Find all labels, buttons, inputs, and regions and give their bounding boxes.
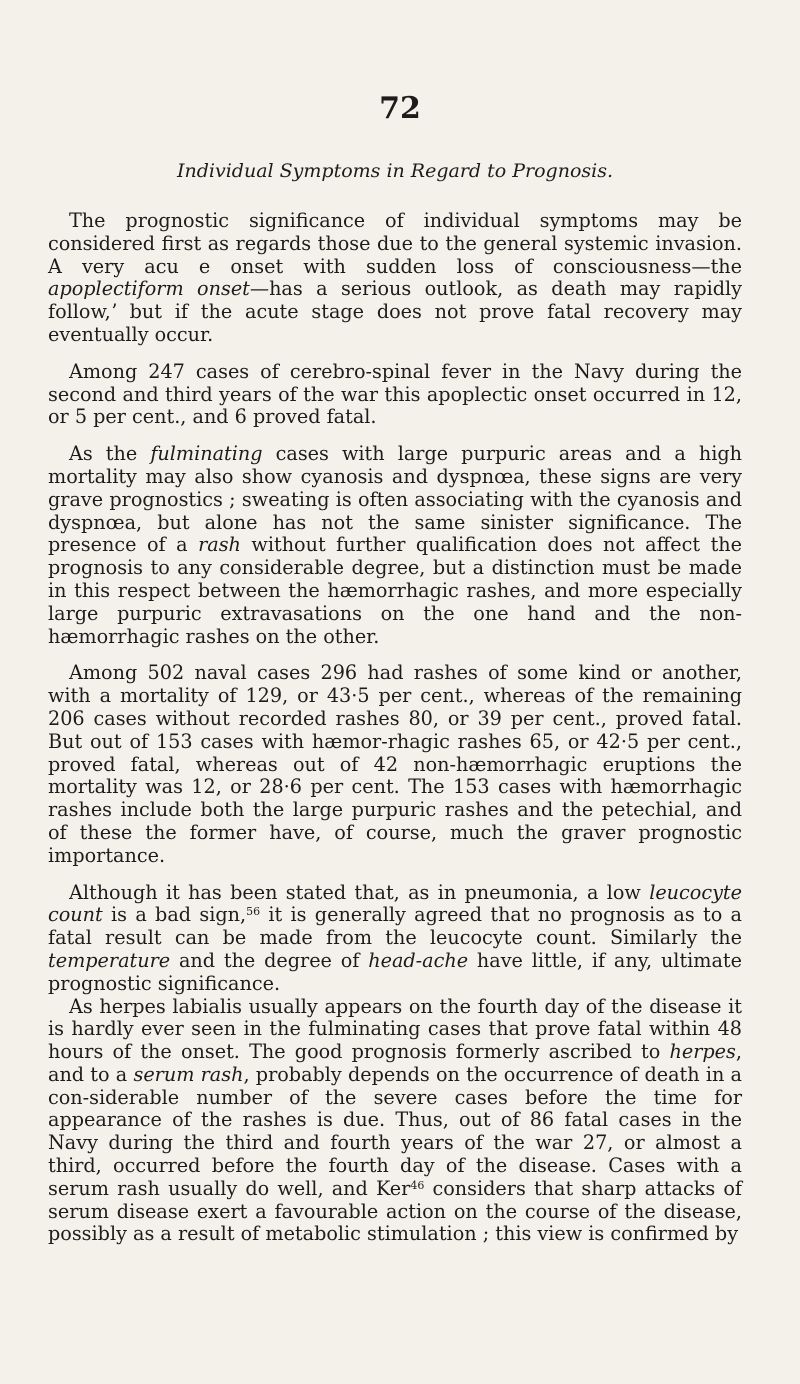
text-run: —has a serious outlook, as death may rapidly follow,ʼ but if the acute stage does not prove fatal recovery may eventually occur.	[48, 277, 742, 346]
footnote-reference: 56	[246, 905, 261, 919]
text-run: Although it has been stated that, as in pneumonia, a low	[69, 880, 650, 904]
italic-term: fulminating	[150, 442, 263, 466]
paragraph-rashes-statistics	[48, 662, 742, 867]
italic-term: leucocyte count	[48, 880, 742, 927]
italic-term: temperature	[48, 948, 171, 972]
body-text	[48, 210, 742, 1260]
text-run: , and to a	[48, 1040, 742, 1086]
italic-term: head-ache	[368, 948, 469, 972]
text-run: have little, if any, ultimate prognostic significance.	[48, 948, 742, 995]
paragraph-fulminating	[48, 443, 742, 648]
text-run: without further qualification does not affect the prognosis to any considerable degree, but a distinction must be made in this respect between the hæmorrhagic rashes, and more especially large purpuric extravasations on the one hand and the non-hæmorrhagic rashes on the other.	[48, 533, 742, 648]
italic-term: apoplectiform onset	[48, 277, 250, 301]
paragraph-onset	[48, 210, 742, 347]
paragraph-navy-onset	[48, 361, 742, 429]
text-run: The prognostic significance of individual symptoms may be considered first as regards those due to the general systemic invasion. A very acu e onset with sudden loss of consciousness—the	[48, 209, 742, 278]
paragraph-leucocyte	[48, 882, 742, 996]
text-run: As the	[69, 442, 151, 466]
italic-term: rash	[198, 533, 241, 557]
text-run: and the degree of	[170, 948, 369, 972]
italic-term: serum rash	[133, 1062, 244, 1086]
text-run: considers that sharp attacks of serum disease exert a favourable action on the course of the disease, possibly as a result of metabolic stimulation ; this view is confirmed by	[48, 1176, 742, 1246]
italic-term: herpes	[669, 1040, 736, 1064]
text-run: cases with large purpuric areas and a high mortality may also show cyanosis and dyspnœa, these signs are very grave prognostics ; sweating is often associating with the cyanosis and dyspnœa, but alone has not the same sinister significance. The presence of a	[48, 442, 742, 557]
text-run: is a bad sign,	[102, 903, 247, 927]
text-run: As herpes labialis usually appears on the fourth day of the disease it is hardly ever seen in the fulminating cases that prove fatal within 48 hours of the onset. The good prognosis formerly ascribed to	[48, 994, 742, 1064]
text-run: Among 502 naval cases 296 had rashes of some kind or another, with a mortality of 129, or 43·5 per cent., whereas of the remaining 206 cases without recorded rashes 80, or 39 per cent., proved fatal. But out of 153 cases with hæmor-rhagic rashes 65, or 42·5 per cent., proved fatal, whereas out of 42 non-hæmorrhagic eruptions the mortality was 12, or 28·6 per cent. The 153 cases with hæmorrhagic rashes include both the large purpuric rashes and the petechial, and of these the former have, of course, much the graver prognostic importance.	[48, 661, 742, 867]
section-heading: Individual Symptoms in Regard to Prognosis.	[177, 160, 613, 182]
text-run: it is generally agreed that no prognosis as to a fatal result can be made from the leucocyte count. Similarly the	[48, 903, 742, 950]
text-run: Among 247 cases of cerebro-spinal fever in the Navy during the second and third years of the war this apoplectic onset occurred in 12, or 5 per cent., and 6 proved fatal.	[48, 359, 742, 429]
footnote-reference: 46	[410, 1178, 425, 1192]
paragraph-herpes	[48, 996, 742, 1247]
text-run: , probably depends on the occurrence of death in a con-siderable number of the severe cases before the time for appearance of the rashes is due. Thus, out of 86 fatal cases in the Navy during the third and fourth years of the war 27, or almost a third, occurred before the fourth day of the disease. Cases with a serum rash usually do well, and Ker	[48, 1062, 742, 1200]
page-number: 72	[379, 91, 421, 126]
